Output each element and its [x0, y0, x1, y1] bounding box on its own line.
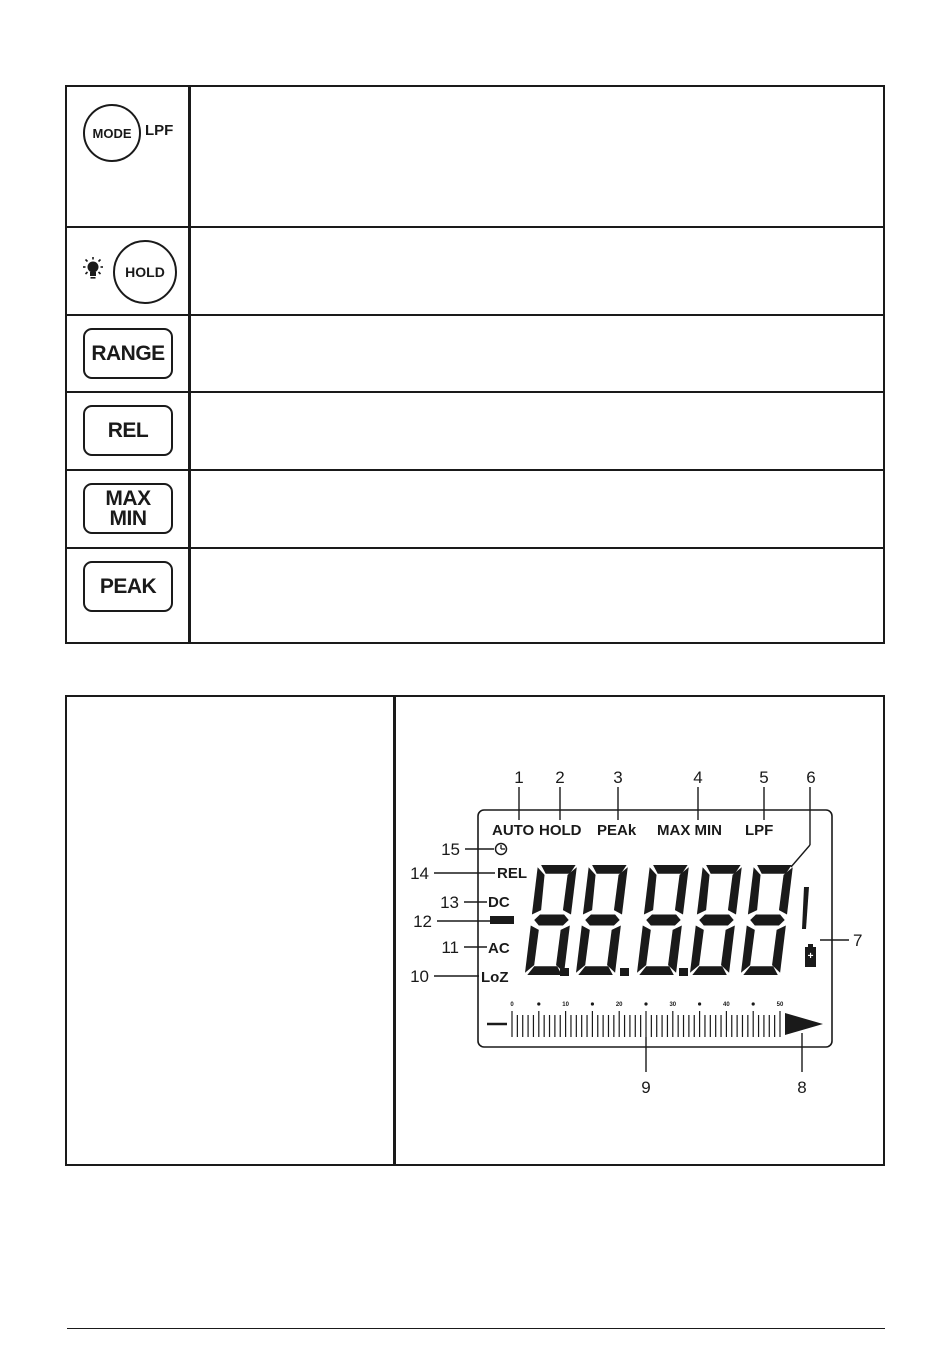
peak-key-label: PEAK: [99, 574, 157, 598]
callout-7: 7: [853, 931, 863, 950]
decimal-point-3: [679, 968, 688, 976]
range-key-label: RANGE: [91, 341, 165, 365]
row-maxmin: [67, 471, 883, 549]
callout-11: 11: [441, 938, 459, 957]
bargraph-scale-label: 0: [510, 1002, 514, 1008]
rel-annunciator: REL: [497, 865, 527, 882]
callout-10: 10: [410, 967, 429, 986]
row-mode: [67, 87, 883, 228]
callout-2: 2: [555, 768, 565, 787]
loz-annunciator: LoZ: [481, 969, 509, 986]
callout-5: 5: [759, 768, 769, 787]
callout-13: 13: [440, 893, 459, 912]
bargraph-scale-dot: [644, 1002, 647, 1005]
bargraph-scale-label: 30: [669, 1002, 677, 1008]
bargraph-scale-label: 20: [615, 1002, 623, 1008]
callout-9: 9: [641, 1078, 651, 1097]
bargraph-scale-label: 10: [562, 1002, 569, 1008]
button-function-table: [65, 85, 885, 644]
max-label: MAX: [105, 486, 151, 510]
decimal-point-1: [560, 968, 569, 976]
maxmin-annunciator: MAX MIN: [657, 822, 722, 839]
mode-key: [83, 104, 141, 162]
bargraph: [487, 1002, 823, 1037]
row-rel: [67, 393, 883, 471]
display-figure-table: [65, 695, 885, 1166]
peak-annunciator: PEAk: [597, 822, 637, 839]
bargraph-scale-label: 40: [723, 1002, 730, 1008]
bargraph-scale-dot: [591, 1002, 594, 1005]
bargraph-scale-dot: [752, 1002, 755, 1005]
digit-1: [525, 865, 577, 975]
callout-6: 6: [806, 768, 816, 787]
bargraph-scale-dot: [698, 1002, 701, 1005]
lcd-diagram: [67, 697, 882, 1163]
callout-3: 3: [613, 768, 623, 787]
ac-annunciator: AC: [488, 940, 510, 957]
callout-15: 15: [441, 840, 460, 859]
auto-annunciator: AUTO: [492, 822, 535, 839]
bargraph-scale-dot: [537, 1002, 540, 1005]
lpf-label: LPF: [145, 122, 174, 139]
hold-key: [113, 240, 177, 304]
callout-12: 12: [413, 912, 432, 931]
maxmin-key: [83, 483, 173, 534]
row-range: [67, 316, 883, 393]
callout-4: 4: [693, 768, 703, 787]
hold-key-label: HOLD: [125, 264, 165, 280]
bargraph-overrange-arrow: [785, 1013, 823, 1035]
digit-4: [690, 865, 742, 975]
hold-annunciator: HOLD: [539, 822, 582, 839]
rel-key: [83, 405, 173, 456]
callout-8: 8: [797, 1078, 807, 1097]
bargraph-scale-label: 50: [776, 1002, 784, 1008]
digit-3: [637, 865, 689, 975]
lpf-annunciator: LPF: [745, 822, 774, 839]
callout-1: 1: [514, 768, 524, 787]
callout-14: 14: [410, 864, 429, 883]
backlight-bulb-icon: [81, 257, 105, 283]
battery-icon: [805, 944, 816, 967]
range-key: [83, 328, 173, 379]
footer-rule: [67, 1328, 885, 1329]
digit-display: [525, 865, 793, 976]
rel-key-label: REL: [107, 418, 149, 442]
digit-2: [576, 865, 628, 975]
row-hold: [67, 228, 883, 316]
warning-icon: [802, 887, 809, 929]
dc-bar-symbol: [490, 916, 514, 924]
mode-key-label: MODE: [92, 125, 132, 141]
peak-key: [83, 561, 173, 612]
digit-5: [741, 865, 793, 975]
row-peak: [67, 549, 883, 644]
svg-text:+: +: [807, 951, 814, 962]
min-label: MIN: [109, 506, 147, 530]
dc-annunciator: DC: [488, 894, 510, 911]
clock-icon: [496, 844, 507, 855]
decimal-point-2: [620, 968, 629, 976]
